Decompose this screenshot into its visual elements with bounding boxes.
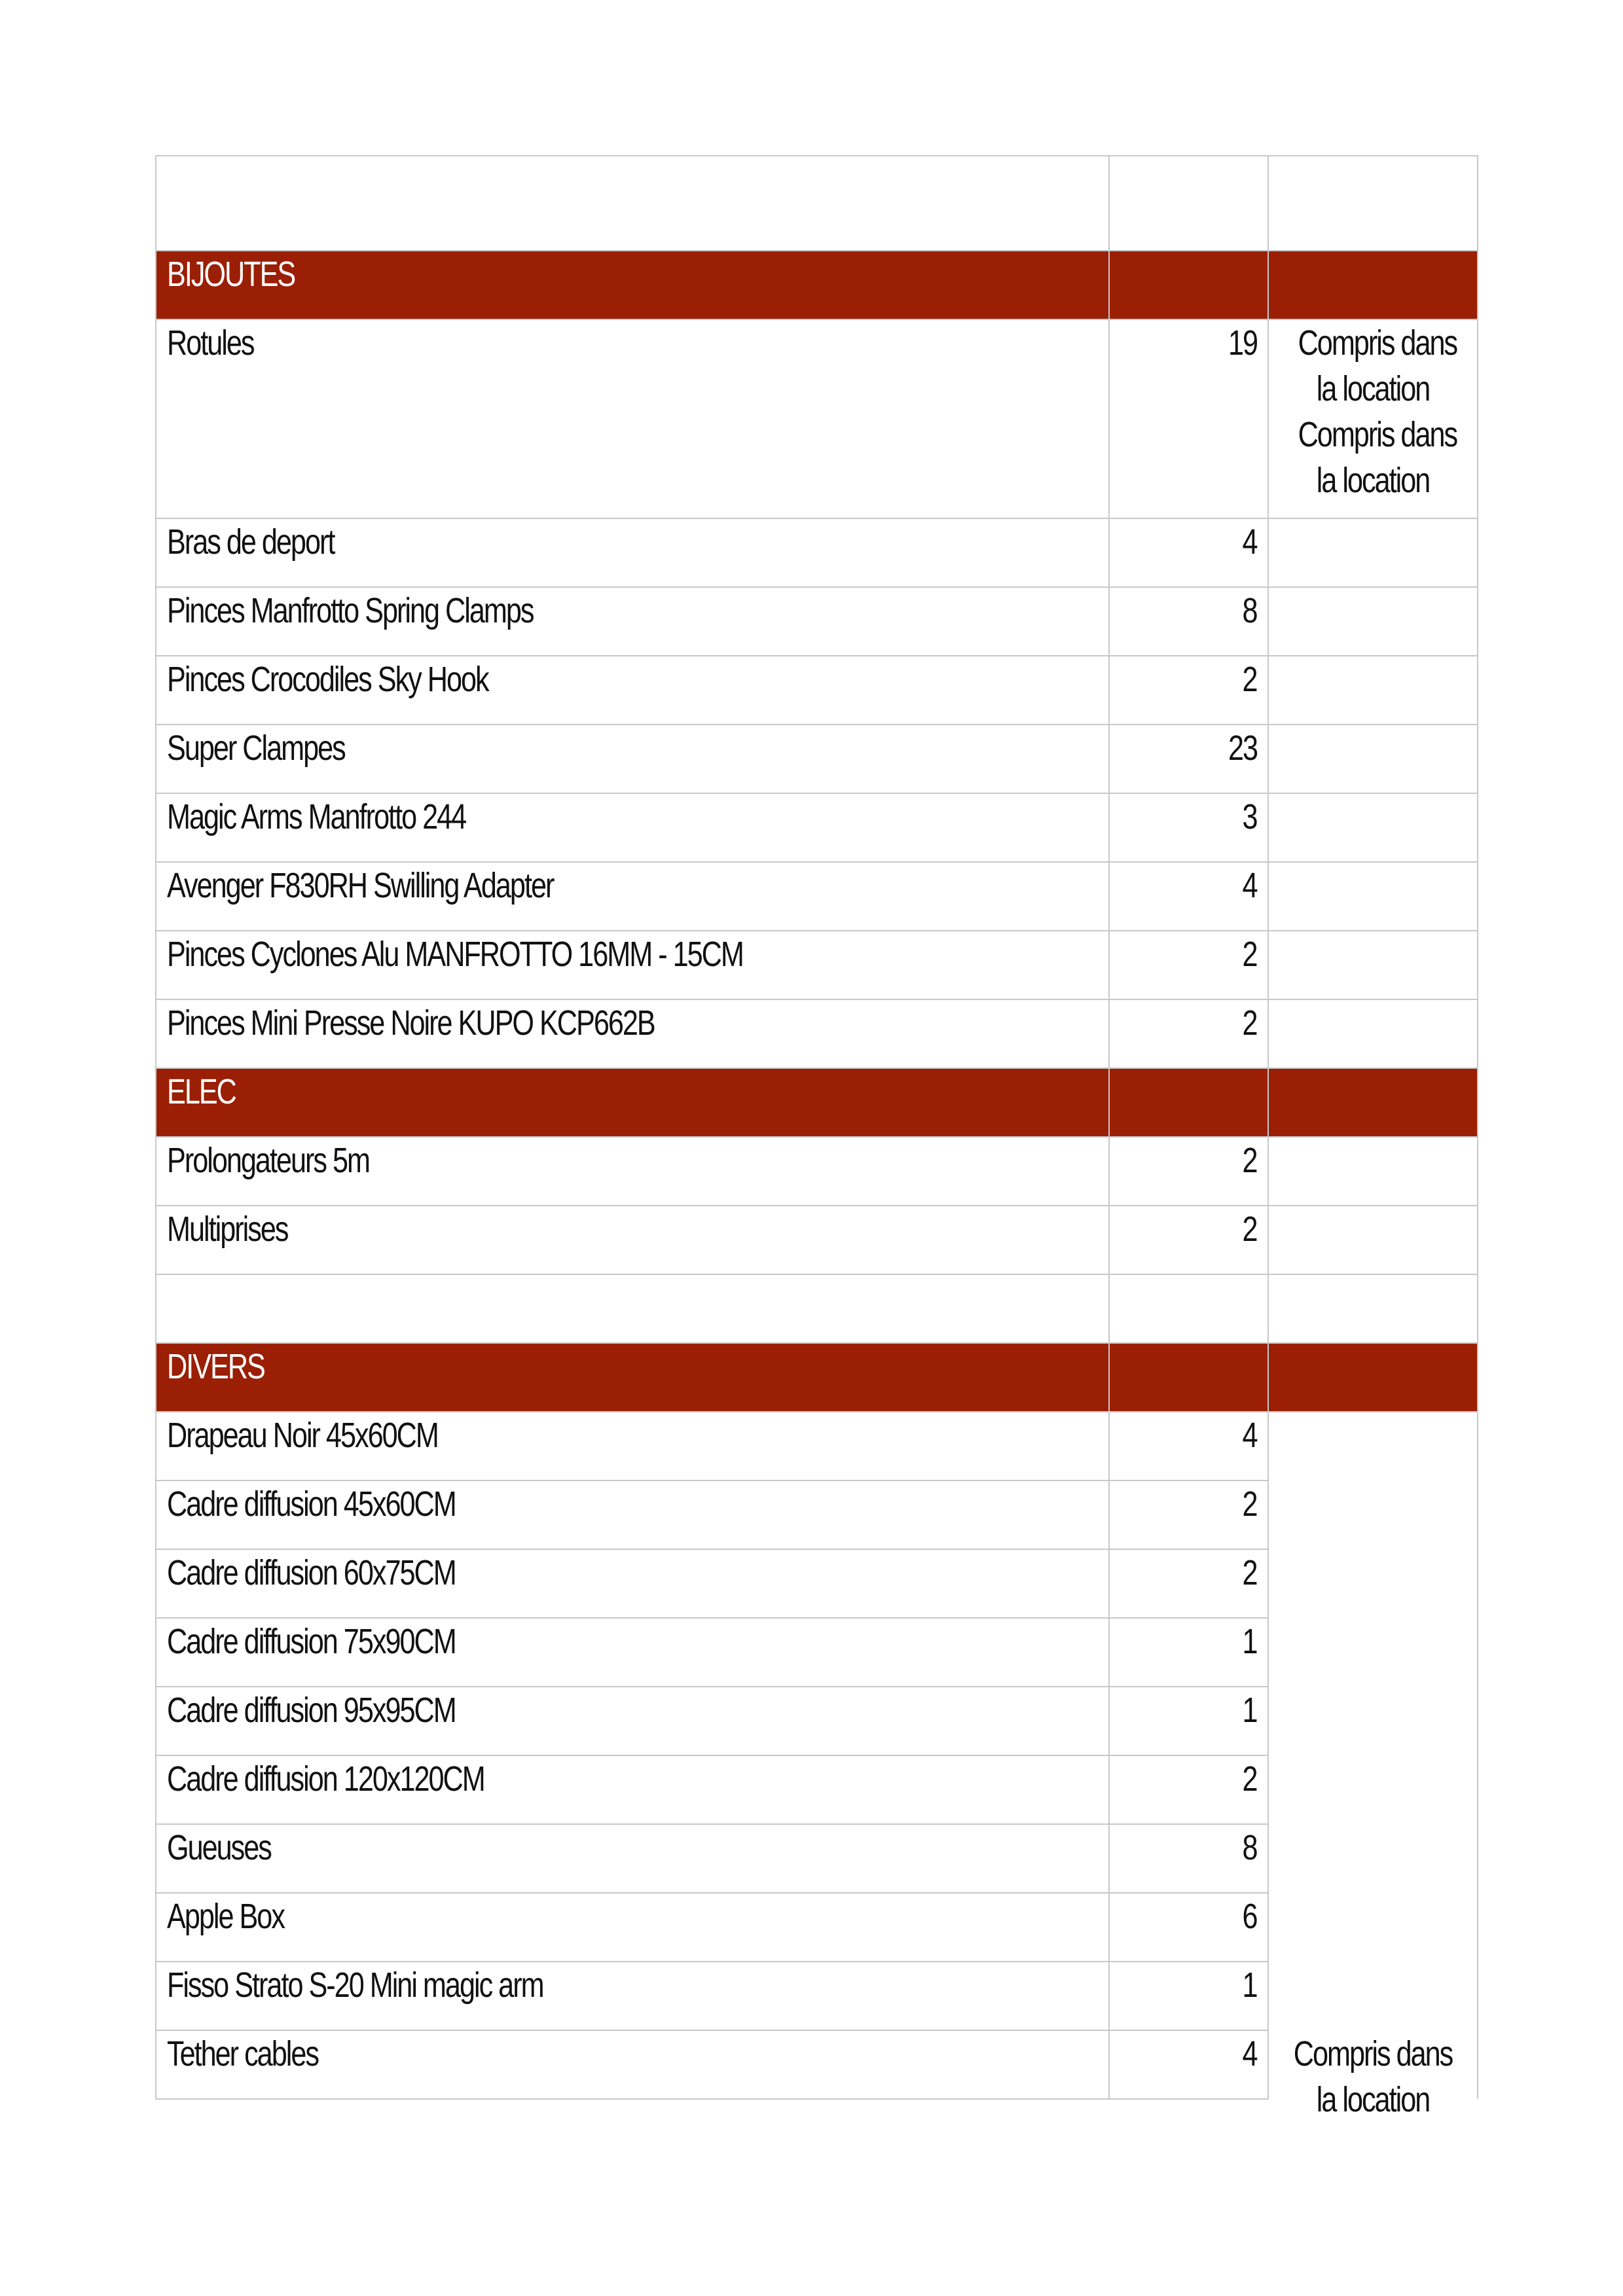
section-header-elec bbox=[156, 1068, 1478, 1137]
table-row bbox=[156, 862, 1478, 931]
item-name: Cadre diffusion 45x60CM bbox=[156, 1480, 1109, 1549]
item-name: Prolongateurs 5m bbox=[156, 1137, 1109, 1206]
item-qty: 2 bbox=[1109, 656, 1268, 725]
item-qty: 2 bbox=[1109, 999, 1268, 1068]
item-name: Multiprises bbox=[156, 1206, 1109, 1274]
item-name: Cadre diffusion 75x90CM bbox=[156, 1618, 1109, 1687]
item-name: Pinces Cyclones Alu MANFROTTO 16MM - 15CM bbox=[156, 931, 1109, 999]
item-name: Cadre diffusion 95x95CM bbox=[156, 1687, 1109, 1755]
item-name: Pinces Manfrotto Spring Clamps bbox=[156, 587, 1109, 656]
empty-row bbox=[156, 156, 1478, 251]
item-name: Pinces Crocodiles Sky Hook bbox=[156, 656, 1109, 725]
item-qty: 3 bbox=[1109, 793, 1268, 862]
section-header-bijoutes bbox=[156, 251, 1478, 319]
item-qty: 2 bbox=[1109, 1206, 1268, 1274]
item-qty: 23 bbox=[1109, 725, 1268, 793]
table-row bbox=[156, 1206, 1478, 1274]
item-qty: 2 bbox=[1109, 1480, 1268, 1549]
item-qty: 2 bbox=[1109, 1549, 1268, 1618]
table-row bbox=[156, 793, 1478, 862]
item-name: Cadre diffusion 120x120CM bbox=[156, 1755, 1109, 1824]
item-qty: 1 bbox=[1109, 1618, 1268, 1687]
item-name: Cadre diffusion 60x75CM bbox=[156, 1549, 1109, 1618]
item-name: Gueuses bbox=[156, 1824, 1109, 1893]
empty-row bbox=[156, 1274, 1478, 1343]
item-qty: 19 bbox=[1109, 319, 1268, 518]
item-qty: 4 bbox=[1109, 1412, 1268, 1480]
item-name: Apple Box bbox=[156, 1893, 1109, 1962]
item-name: Rotules bbox=[156, 319, 1109, 518]
section-header-divers bbox=[156, 1343, 1478, 1412]
item-name: Super Clampes bbox=[156, 725, 1109, 793]
table-row bbox=[156, 725, 1478, 793]
item-note: Compris dans la location Compris dans la location bbox=[1268, 319, 1478, 518]
item-name: Bras de deport bbox=[156, 518, 1109, 587]
item-qty: 2 bbox=[1109, 1755, 1268, 1824]
item-qty: 1 bbox=[1109, 1962, 1268, 2030]
item-qty: 8 bbox=[1109, 1824, 1268, 1893]
item-qty: 8 bbox=[1109, 587, 1268, 656]
item-name: Drapeau Noir 45x60CM bbox=[156, 1412, 1109, 1480]
table-row bbox=[156, 518, 1478, 587]
section-title: DIVERS bbox=[156, 1343, 1109, 1412]
section-title: BIJOUTES bbox=[156, 251, 1109, 319]
table-row bbox=[156, 319, 1478, 518]
table-row bbox=[156, 587, 1478, 656]
item-name: Pinces Mini Presse Noire KUPO KCP662B bbox=[156, 999, 1109, 1068]
item-qty: 2 bbox=[1109, 931, 1268, 999]
table-row bbox=[156, 1137, 1478, 1206]
table-row bbox=[156, 931, 1478, 999]
table-row bbox=[156, 656, 1478, 725]
table-row bbox=[156, 999, 1478, 1068]
section-title: ELEC bbox=[156, 1068, 1109, 1137]
item-name: Tether cables bbox=[156, 2030, 1109, 2099]
equipment-table bbox=[155, 155, 1478, 2119]
item-qty: 1 bbox=[1109, 1687, 1268, 1755]
item-qty: 4 bbox=[1109, 518, 1268, 587]
item-qty: 4 bbox=[1109, 2030, 1268, 2099]
table-row bbox=[156, 1412, 1478, 1480]
item-qty: 4 bbox=[1109, 862, 1268, 931]
item-name: Magic Arms Manfrotto 244 bbox=[156, 793, 1109, 862]
item-qty: 6 bbox=[1109, 1893, 1268, 1962]
item-note-merged: Compris dans la location bbox=[1268, 1412, 1478, 2099]
item-qty: 2 bbox=[1109, 1137, 1268, 1206]
item-name: Avenger F830RH Swilling Adapter bbox=[156, 862, 1109, 931]
item-name: Fisso Strato S-20 Mini magic arm bbox=[156, 1962, 1109, 2030]
